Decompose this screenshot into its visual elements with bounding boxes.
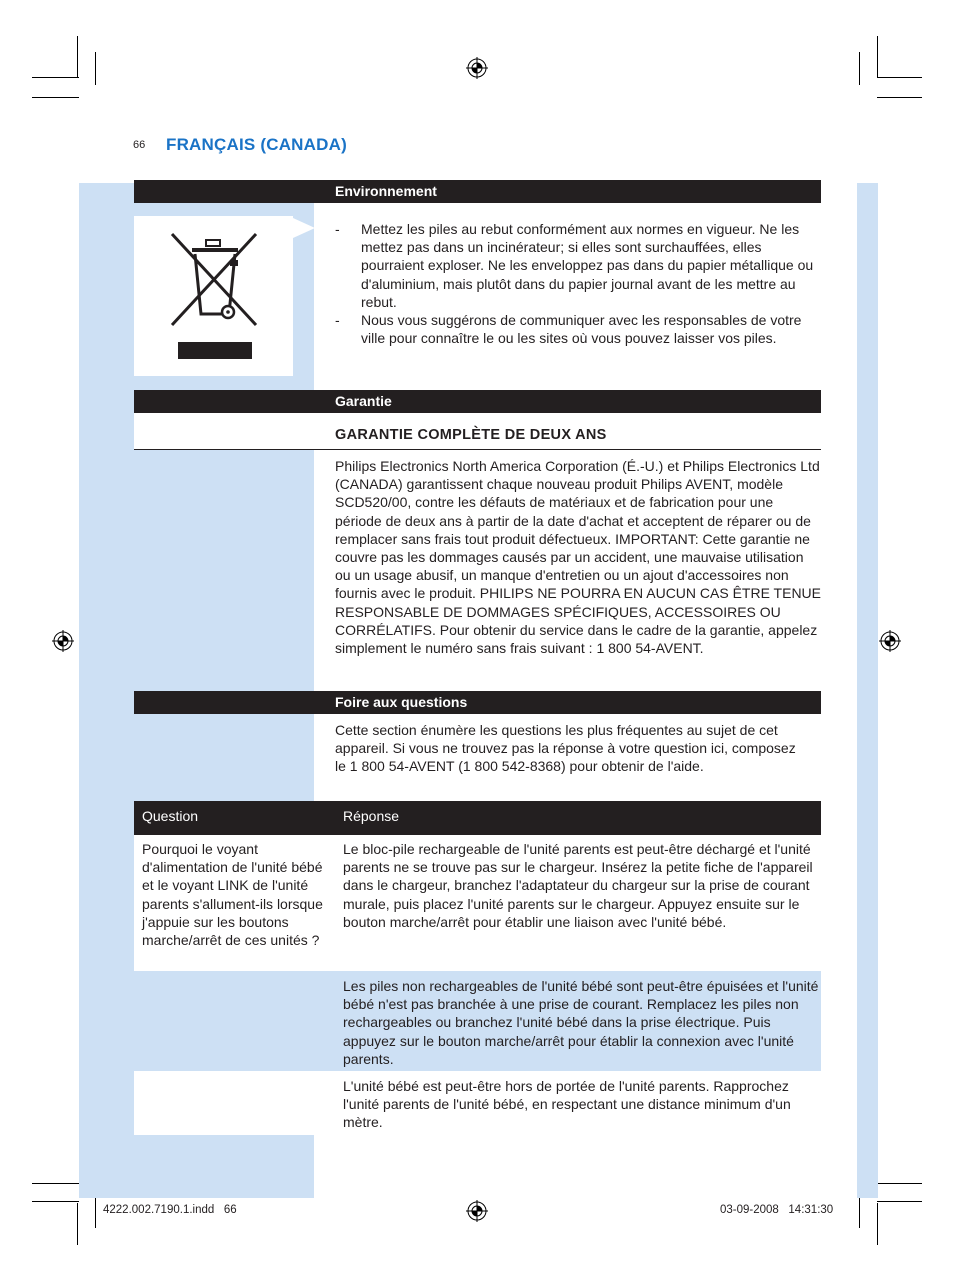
crop-mark <box>877 97 922 98</box>
crop-mark <box>859 1195 860 1228</box>
table-row-bg <box>134 1071 314 1135</box>
question-cell: Pourquoi le voyant d'alimentation de l'unité bébé et le voyant LINK de l'unité parents s'allument-ils lorsque j'appuie sur les boutons marche/arrêt de ces unités ? <box>142 841 323 949</box>
crop-mark <box>877 1183 922 1184</box>
crop-mark <box>32 77 79 78</box>
section-bar-warranty <box>134 390 821 413</box>
answer-cell: L'unité bébé est peut-être hors de portée de l'unité parents. Rapprochez l'unité parents de l'unité bébé, en respectant une distance minimum d'un mètre. <box>343 1078 791 1131</box>
warranty-text: Philips Electronics North America Corporation (É.-U.) et Philips Electronics Ltd (CANADA) garantissent chaque nouveau produit Philips AVENT, modèle SCD520/00, contre les défauts de matériaux et de fabrication pour une période de deux ans à partir de la date d'achat et acceptent de réparer ou de remplacer sans frais tout produit défectueux. IMPORTANT: Cette garantie ne couvre pas les dommages causés par un accident, une mauvaise utilisation ou un usage abusif, un manque d'entretien ou un ajout d'accessoires non fournis avec le produit. PHILIPS NE POURRA EN AUCUN CAS ÊTRE TENUE RESPONSABLE DE DOMMAGES SPÉCIFIQUES, ACCESSOIRES OU CORRÉLATIFS. Pour obtenir du service dans le cadre de la garantie, appelez simplement le numéro sans frais suivant : 1 800 54-AVENT. <box>335 458 822 657</box>
crossed-out-wheelie-bin-icon <box>168 230 260 362</box>
faq-intro: Cette section énumère les questions les plus fréquentes au sujet de cet appareil. Si vous ne trouvez pas la réponse à votre question ici, composez le 1 800 54-AVENT (1 800 542-8368) pour obtenir de l'aide. <box>335 722 796 775</box>
crop-mark <box>877 1203 878 1245</box>
crop-mark <box>859 52 860 85</box>
crop-mark <box>877 36 878 77</box>
crop-mark <box>32 1183 79 1184</box>
crop-mark <box>95 1195 96 1228</box>
section-title: Foire aux questions <box>335 694 468 710</box>
crop-mark <box>32 1201 79 1202</box>
registration-mark-icon <box>52 630 74 652</box>
bullet-item <box>335 220 821 312</box>
pointer-notch <box>293 218 315 238</box>
table-header <box>134 801 821 835</box>
warranty-subtitle-bg <box>134 413 314 449</box>
crop-mark <box>95 52 96 85</box>
bullet-mark: - <box>335 312 340 328</box>
section-bar-faq <box>134 691 821 714</box>
column-header-question: Question <box>142 808 199 824</box>
footer-date: 03-09-2008 14:31:30 <box>720 1204 834 1216</box>
section-title: Environnement <box>335 183 437 199</box>
registration-mark-icon <box>466 1200 488 1222</box>
section-bar-environment <box>134 180 821 203</box>
crop-mark <box>877 77 922 78</box>
warranty-subtitle: GARANTIE COMPLÈTE DE DEUX ANS <box>335 427 607 443</box>
bullet-mark: - <box>335 221 340 237</box>
crop-mark <box>32 97 79 98</box>
divider <box>134 449 821 450</box>
answer-cell: Les piles non rechargeables de l'unité bébé sont peut-être épuisées et l'unité bébé n'est pas branchée à une prise de courant. Remplacez les piles non rechargeables ou branchez l'unité bébé dans la prise électrique. Puis appuyez sur le bouton marche/arrêt pour établir la connexion avec l'unité parents. <box>343 978 819 1067</box>
crop-mark <box>877 1201 922 1202</box>
crop-mark <box>77 1203 78 1245</box>
column-header-answer: Réponse <box>343 808 400 824</box>
section-title: Garantie <box>335 393 392 409</box>
answer-cell: Le bloc-pile rechargeable de l'unité parents est peut-être déchargé et l'unité parents ne se trouve pas sur le chargeur. Insérez la petite fiche de l'appareil dans le chargeur, branchez l'adaptateur du chargeur sur la prise de courant murale, puis placez l'unité parents sur le chargeur. Appuyez ensuite sur le bouton marche/arrêt pour établir une liaison avec l'unité bébé. <box>343 841 813 930</box>
registration-mark-icon <box>466 57 488 79</box>
bullet-item <box>335 311 821 351</box>
crop-mark <box>77 36 78 77</box>
language-heading: FRANÇAIS (CANADA) <box>166 135 347 154</box>
page-number: 66 <box>133 139 146 151</box>
right-blue-edge <box>857 183 878 1198</box>
bullet-text: Mettez les piles au rebut conformément aux normes en vigueur. Ne les mettez pas dans un incinérateur; si elles sont surchauffées, elles pourraient exploser. Ne les enveloppez pas dans du papier métallique ou d'aluminium, mais plutôt dans du papier journal avant de les mettre au rebut. <box>361 221 814 310</box>
footer-file: 4222.002.7190.1.indd 66 <box>103 1204 237 1216</box>
registration-mark-icon <box>879 630 901 652</box>
bullet-text: Nous vous suggérons de communiquer avec les responsables de votre ville pour connaître le ou les sites où vous pouvez laisser vos piles. <box>361 312 802 347</box>
